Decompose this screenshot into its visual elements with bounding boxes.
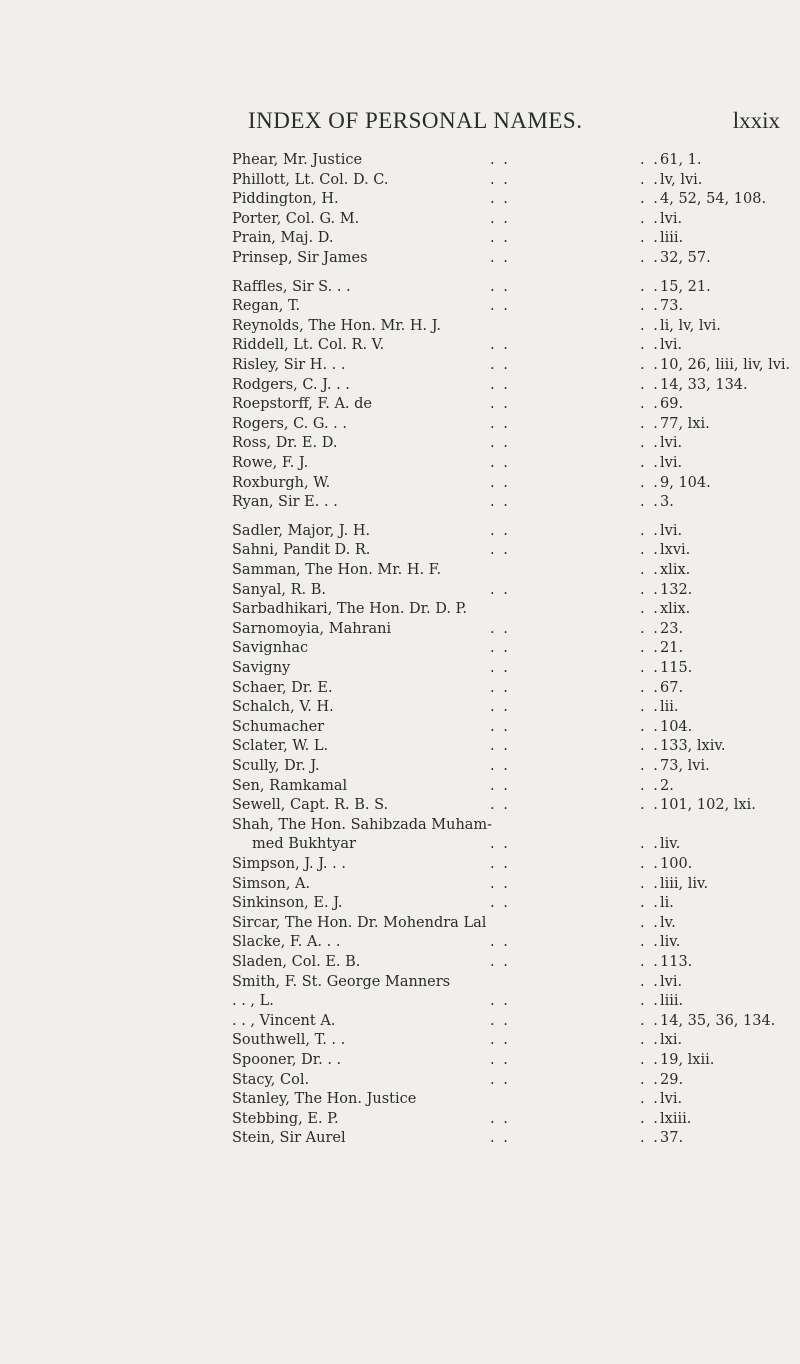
entry-pages: li.	[660, 895, 674, 911]
entry-pages: liii.	[660, 993, 684, 1009]
leader-dots: . .	[640, 680, 660, 696]
leader-dots: . .	[640, 621, 660, 637]
leader-dots: . .	[640, 1111, 660, 1127]
entry-pages: 9, 104.	[660, 475, 711, 491]
leader-dots: . .	[640, 778, 660, 794]
leader-dots: . .	[640, 934, 660, 950]
index-entry	[232, 414, 792, 434]
index-entry	[232, 150, 792, 170]
entry-pages: 67.	[660, 680, 684, 696]
page-number: lxxix	[732, 108, 780, 133]
entry-name: Sarbadhikari, The Hon. Dr. D. P.	[232, 601, 467, 617]
index-entry	[232, 952, 792, 972]
leader-dots: . .	[640, 1013, 660, 1029]
index-entry	[232, 1030, 792, 1050]
index-entry	[232, 991, 792, 1011]
entry-name: Prain, Maj. D.	[232, 230, 334, 246]
leader-dots: . .	[640, 318, 660, 334]
leader-dots: . .	[490, 1052, 510, 1068]
index-entry	[232, 453, 792, 473]
index-entry	[232, 355, 792, 375]
index-entry	[232, 1109, 792, 1129]
entry-name: Simpson, J. J. . .	[232, 856, 346, 872]
entry-pages: 14, 33, 134.	[660, 377, 748, 393]
leader-dots: . .	[640, 660, 660, 676]
leader-dots: . .	[490, 836, 510, 852]
entry-pages: 77, lxi.	[660, 416, 710, 432]
entry-pages: xlix.	[660, 601, 691, 617]
entry-name: Regan, T.	[232, 298, 301, 314]
leader-dots: . .	[490, 279, 510, 295]
entry-pages: 115.	[660, 660, 693, 676]
leader-dots: . .	[490, 475, 510, 491]
index-entry	[232, 209, 792, 229]
entry-name: Smith, F. St. George Manners	[232, 974, 451, 990]
leader-dots: . .	[490, 640, 510, 656]
leader-dots: . .	[640, 1072, 660, 1088]
leader-dots: . .	[640, 1130, 660, 1146]
leader-dots: . .	[490, 298, 510, 314]
leader-dots: . .	[490, 1130, 510, 1146]
index-entry	[232, 874, 792, 894]
entry-name: Piddington, H.	[232, 191, 339, 207]
entry-name: Schalch, V. H.	[232, 699, 334, 715]
entry-name: Schumacher	[232, 719, 325, 735]
leader-dots: . .	[490, 876, 510, 892]
entry-name: . . , L.	[232, 993, 274, 1009]
entry-name: Prinsep, Sir James	[232, 250, 368, 266]
entry-pages: lvi.	[660, 1091, 683, 1107]
entry-pages: 15, 21.	[660, 279, 711, 295]
index-entry	[232, 776, 792, 796]
leader-dots: . .	[490, 337, 510, 353]
leader-dots: . .	[490, 416, 510, 432]
leader-dots: . .	[640, 152, 660, 168]
index-entry	[232, 795, 792, 815]
leader-dots: . .	[640, 856, 660, 872]
index-entry	[232, 1050, 792, 1070]
leader-dots: . .	[490, 797, 510, 813]
leader-dots: . .	[490, 1013, 510, 1029]
leader-dots: . .	[640, 377, 660, 393]
leader-dots: . .	[490, 856, 510, 872]
leader-dots: . .	[640, 738, 660, 754]
entry-name: Simson, A.	[232, 876, 311, 892]
entry-pages: lii.	[660, 699, 679, 715]
index-entry	[232, 228, 792, 248]
page-title: INDEX OF PERSONAL NAMES.	[248, 108, 583, 133]
entry-name: Ryan, Sir E. . .	[232, 494, 338, 510]
leader-dots: . .	[640, 601, 660, 617]
entry-pages: 133, lxiv.	[660, 738, 726, 754]
entry-pages: liv.	[660, 934, 681, 950]
index-entry	[232, 678, 792, 698]
index-entry	[232, 1089, 792, 1109]
entry-pages: 132.	[660, 582, 693, 598]
entry-name: Sladen, Col. E. B.	[232, 954, 361, 970]
entry-name: Schaer, Dr. E.	[232, 680, 333, 696]
entry-pages: 10, 26, liii, liv, lvi.	[660, 357, 791, 373]
entry-name: Rowe, F. J.	[232, 455, 309, 471]
leader-dots: . .	[490, 993, 510, 1009]
leader-dots: . .	[490, 494, 510, 510]
entry-pages: liii.	[660, 230, 684, 246]
leader-dots: . .	[640, 797, 660, 813]
entry-name: Porter, Col. G. M.	[232, 211, 360, 227]
entry-name: Risley, Sir H. . .	[232, 357, 346, 373]
index-entry	[232, 1011, 792, 1031]
leader-dots: . .	[640, 974, 660, 990]
leader-dots: . .	[640, 1052, 660, 1068]
index-entry	[232, 932, 792, 952]
leader-dots: . .	[490, 778, 510, 794]
index-entry	[232, 492, 792, 512]
leader-dots: . .	[640, 719, 660, 735]
leader-dots: . .	[640, 191, 660, 207]
leader-dots: . .	[640, 758, 660, 774]
index-entry	[232, 736, 792, 756]
leader-dots: . .	[490, 582, 510, 598]
index-entry	[232, 1128, 792, 1148]
leader-dots: . .	[640, 895, 660, 911]
leader-dots: . .	[640, 836, 660, 852]
entry-pages: lvi.	[660, 337, 683, 353]
index-entry	[232, 756, 792, 776]
entry-name: Rogers, C. G. . .	[232, 416, 348, 432]
index-entry	[232, 473, 792, 493]
entry-name: Samman, The Hon. Mr. H. F.	[232, 562, 442, 578]
entry-pages: 73, lvi.	[660, 758, 710, 774]
leader-dots: . .	[490, 250, 510, 266]
entry-pages: lvi.	[660, 523, 683, 539]
index-entry	[232, 560, 792, 580]
entry-pages: lxiii.	[660, 1111, 692, 1127]
leader-dots: . .	[640, 435, 660, 451]
entry-name: Riddell, Lt. Col. R. V.	[232, 337, 385, 353]
leader-dots: . .	[490, 542, 510, 558]
entry-pages: 104.	[660, 719, 693, 735]
index-entry	[232, 619, 792, 639]
leader-dots: . .	[640, 211, 660, 227]
leader-dots: . .	[640, 876, 660, 892]
leader-dots: . .	[490, 1072, 510, 1088]
leader-dots: . .	[490, 396, 510, 412]
index-entry	[232, 913, 792, 933]
entry-pages: 113.	[660, 954, 693, 970]
entry-pages: 3.	[660, 494, 674, 510]
leader-dots: . .	[640, 699, 660, 715]
leader-dots: . .	[640, 640, 660, 656]
entry-name: Sircar, The Hon. Dr. Mohendra Lal	[232, 915, 487, 931]
entry-name: Shah, The Hon. Sahibzada Muham-	[232, 817, 493, 833]
index-entry	[232, 893, 792, 913]
index-entry	[232, 658, 792, 678]
leader-dots: . .	[640, 1091, 660, 1107]
leader-dots: . .	[640, 494, 660, 510]
leader-dots: . .	[640, 416, 660, 432]
entry-name: Savignhac	[232, 640, 309, 656]
entry-name: Sclater, W. L.	[232, 738, 329, 754]
leader-dots: . .	[490, 758, 510, 774]
index-entry	[232, 189, 792, 209]
leader-dots: . .	[640, 1032, 660, 1048]
entry-name: Spooner, Dr. . .	[232, 1052, 342, 1068]
entry-name: Stanley, The Hon. Justice	[232, 1091, 417, 1107]
index-entry	[232, 540, 792, 560]
leader-dots: . .	[640, 954, 660, 970]
entry-pages: 37.	[660, 1130, 684, 1146]
index-entry	[232, 433, 792, 453]
entry-pages: lxi.	[660, 1032, 683, 1048]
index-entry	[232, 815, 792, 835]
entry-pages: lv, lvi.	[660, 172, 703, 188]
entry-name: Roepstorff, F. A. de	[232, 396, 373, 412]
leader-dots: . .	[490, 211, 510, 227]
entry-name: Scully, Dr. J.	[232, 758, 320, 774]
entry-pages: 69.	[660, 396, 684, 412]
entry-name: Ross, Dr. E. D.	[232, 435, 338, 451]
entry-name: . . , Vincent A.	[232, 1013, 336, 1029]
entry-name: Rodgers, C. J. . .	[232, 377, 350, 393]
index-entry	[232, 638, 792, 658]
entry-pages: liii, liv.	[660, 876, 709, 892]
entry-pages: lvi.	[660, 974, 683, 990]
entry-name: Phear, Mr. Justice	[232, 152, 363, 168]
leader-dots: . .	[490, 357, 510, 373]
leader-dots: . .	[490, 738, 510, 754]
entry-name: Savigny	[232, 660, 291, 676]
leader-dots: . .	[490, 680, 510, 696]
leader-dots: . .	[490, 455, 510, 471]
leader-dots: . .	[640, 455, 660, 471]
entry-pages: 14, 35, 36, 134.	[660, 1013, 776, 1029]
leader-dots: . .	[640, 230, 660, 246]
entry-pages: 29.	[660, 1072, 684, 1088]
entry-pages: lxvi.	[660, 542, 691, 558]
leader-dots: . .	[490, 152, 510, 168]
index-entry	[232, 375, 792, 395]
leader-dots: . .	[490, 230, 510, 246]
index-entry	[232, 834, 792, 854]
leader-dots: . .	[640, 562, 660, 578]
entry-name: Sen, Ramkamal	[232, 778, 348, 794]
entry-name: Sarnomoyia, Mahrani	[232, 621, 392, 637]
entry-pages: 23.	[660, 621, 684, 637]
entry-name: Sahni, Pandit D. R.	[232, 542, 371, 558]
leader-dots: . .	[640, 993, 660, 1009]
index-entry	[232, 316, 792, 336]
entry-pages: 4, 52, 54, 108.	[660, 191, 767, 207]
leader-dots: . .	[640, 582, 660, 598]
entry-name: Stacy, Col.	[232, 1072, 310, 1088]
entry-pages: li, lv, lvi.	[660, 318, 721, 334]
index-entry	[232, 521, 792, 541]
leader-dots: . .	[640, 172, 660, 188]
entry-pages: 21.	[660, 640, 684, 656]
index-entry	[232, 248, 792, 268]
entry-name: Sadler, Major, J. H.	[232, 523, 371, 539]
leader-dots: . .	[490, 523, 510, 539]
leader-dots: . .	[640, 396, 660, 412]
entry-name: Slacke, F. A. . .	[232, 934, 341, 950]
index-entry	[232, 972, 792, 992]
entry-name: Roxburgh, W.	[232, 475, 331, 491]
leader-dots: . .	[640, 298, 660, 314]
entry-pages: liv.	[660, 836, 681, 852]
index-entry	[232, 854, 792, 874]
leader-dots: . .	[490, 191, 510, 207]
leader-dots: . .	[490, 377, 510, 393]
index-entry	[232, 717, 792, 737]
leader-dots: . .	[640, 337, 660, 353]
entry-name: Raffles, Sir S. . .	[232, 279, 351, 295]
leader-dots: . .	[490, 895, 510, 911]
entry-pages: lvi.	[660, 211, 683, 227]
index-entry	[232, 296, 792, 316]
leader-dots: . .	[490, 660, 510, 676]
leader-dots: . .	[640, 523, 660, 539]
leader-dots: . .	[640, 915, 660, 931]
entry-pages: lvi.	[660, 455, 683, 471]
entry-name: med Bukhtyar	[252, 836, 356, 852]
entry-name: Sewell, Capt. R. B. S.	[232, 797, 389, 813]
leader-dots: . .	[490, 719, 510, 735]
index-entry	[232, 394, 792, 414]
leader-dots: . .	[640, 250, 660, 266]
leader-dots: . .	[490, 1111, 510, 1127]
leader-dots: . .	[490, 699, 510, 715]
entry-name: Reynolds, The Hon. Mr. H. J.	[232, 318, 442, 334]
index-entry	[232, 277, 792, 297]
index-entry	[232, 580, 792, 600]
index-entry	[232, 599, 792, 619]
entry-pages: 2.	[660, 778, 674, 794]
entry-pages: 61, 1.	[660, 152, 702, 168]
leader-dots: . .	[490, 934, 510, 950]
index-entry	[232, 170, 792, 190]
entry-pages: lvi.	[660, 435, 683, 451]
leader-dots: . .	[490, 172, 510, 188]
leader-dots: . .	[490, 435, 510, 451]
entry-pages: lv.	[660, 915, 676, 931]
index-entry	[232, 1070, 792, 1090]
leader-dots: . .	[640, 279, 660, 295]
entry-pages: 73.	[660, 298, 684, 314]
entry-name: Stein, Sir Aurel	[232, 1130, 346, 1146]
leader-dots: . .	[490, 621, 510, 637]
entry-pages: 32, 57.	[660, 250, 711, 266]
entry-name: Sanyal, R. B.	[232, 582, 327, 598]
entry-pages: 100.	[660, 856, 693, 872]
entry-name: Sinkinson, E. J.	[232, 895, 343, 911]
leader-dots: . .	[640, 357, 660, 373]
entry-name: Southwell, T. . .	[232, 1032, 346, 1048]
leader-dots: . .	[490, 954, 510, 970]
leader-dots: . .	[490, 1032, 510, 1048]
entry-pages: 19, lxii.	[660, 1052, 715, 1068]
leader-dots: . .	[640, 475, 660, 491]
index-entry	[232, 697, 792, 717]
entry-name: Stebbing, E. P.	[232, 1111, 339, 1127]
leader-dots: . .	[640, 542, 660, 558]
entry-pages: xlix.	[660, 562, 691, 578]
entry-name: Phillott, Lt. Col. D. C.	[232, 172, 389, 188]
entry-pages: 101, 102, lxi.	[660, 797, 756, 813]
index-entry	[232, 335, 792, 355]
